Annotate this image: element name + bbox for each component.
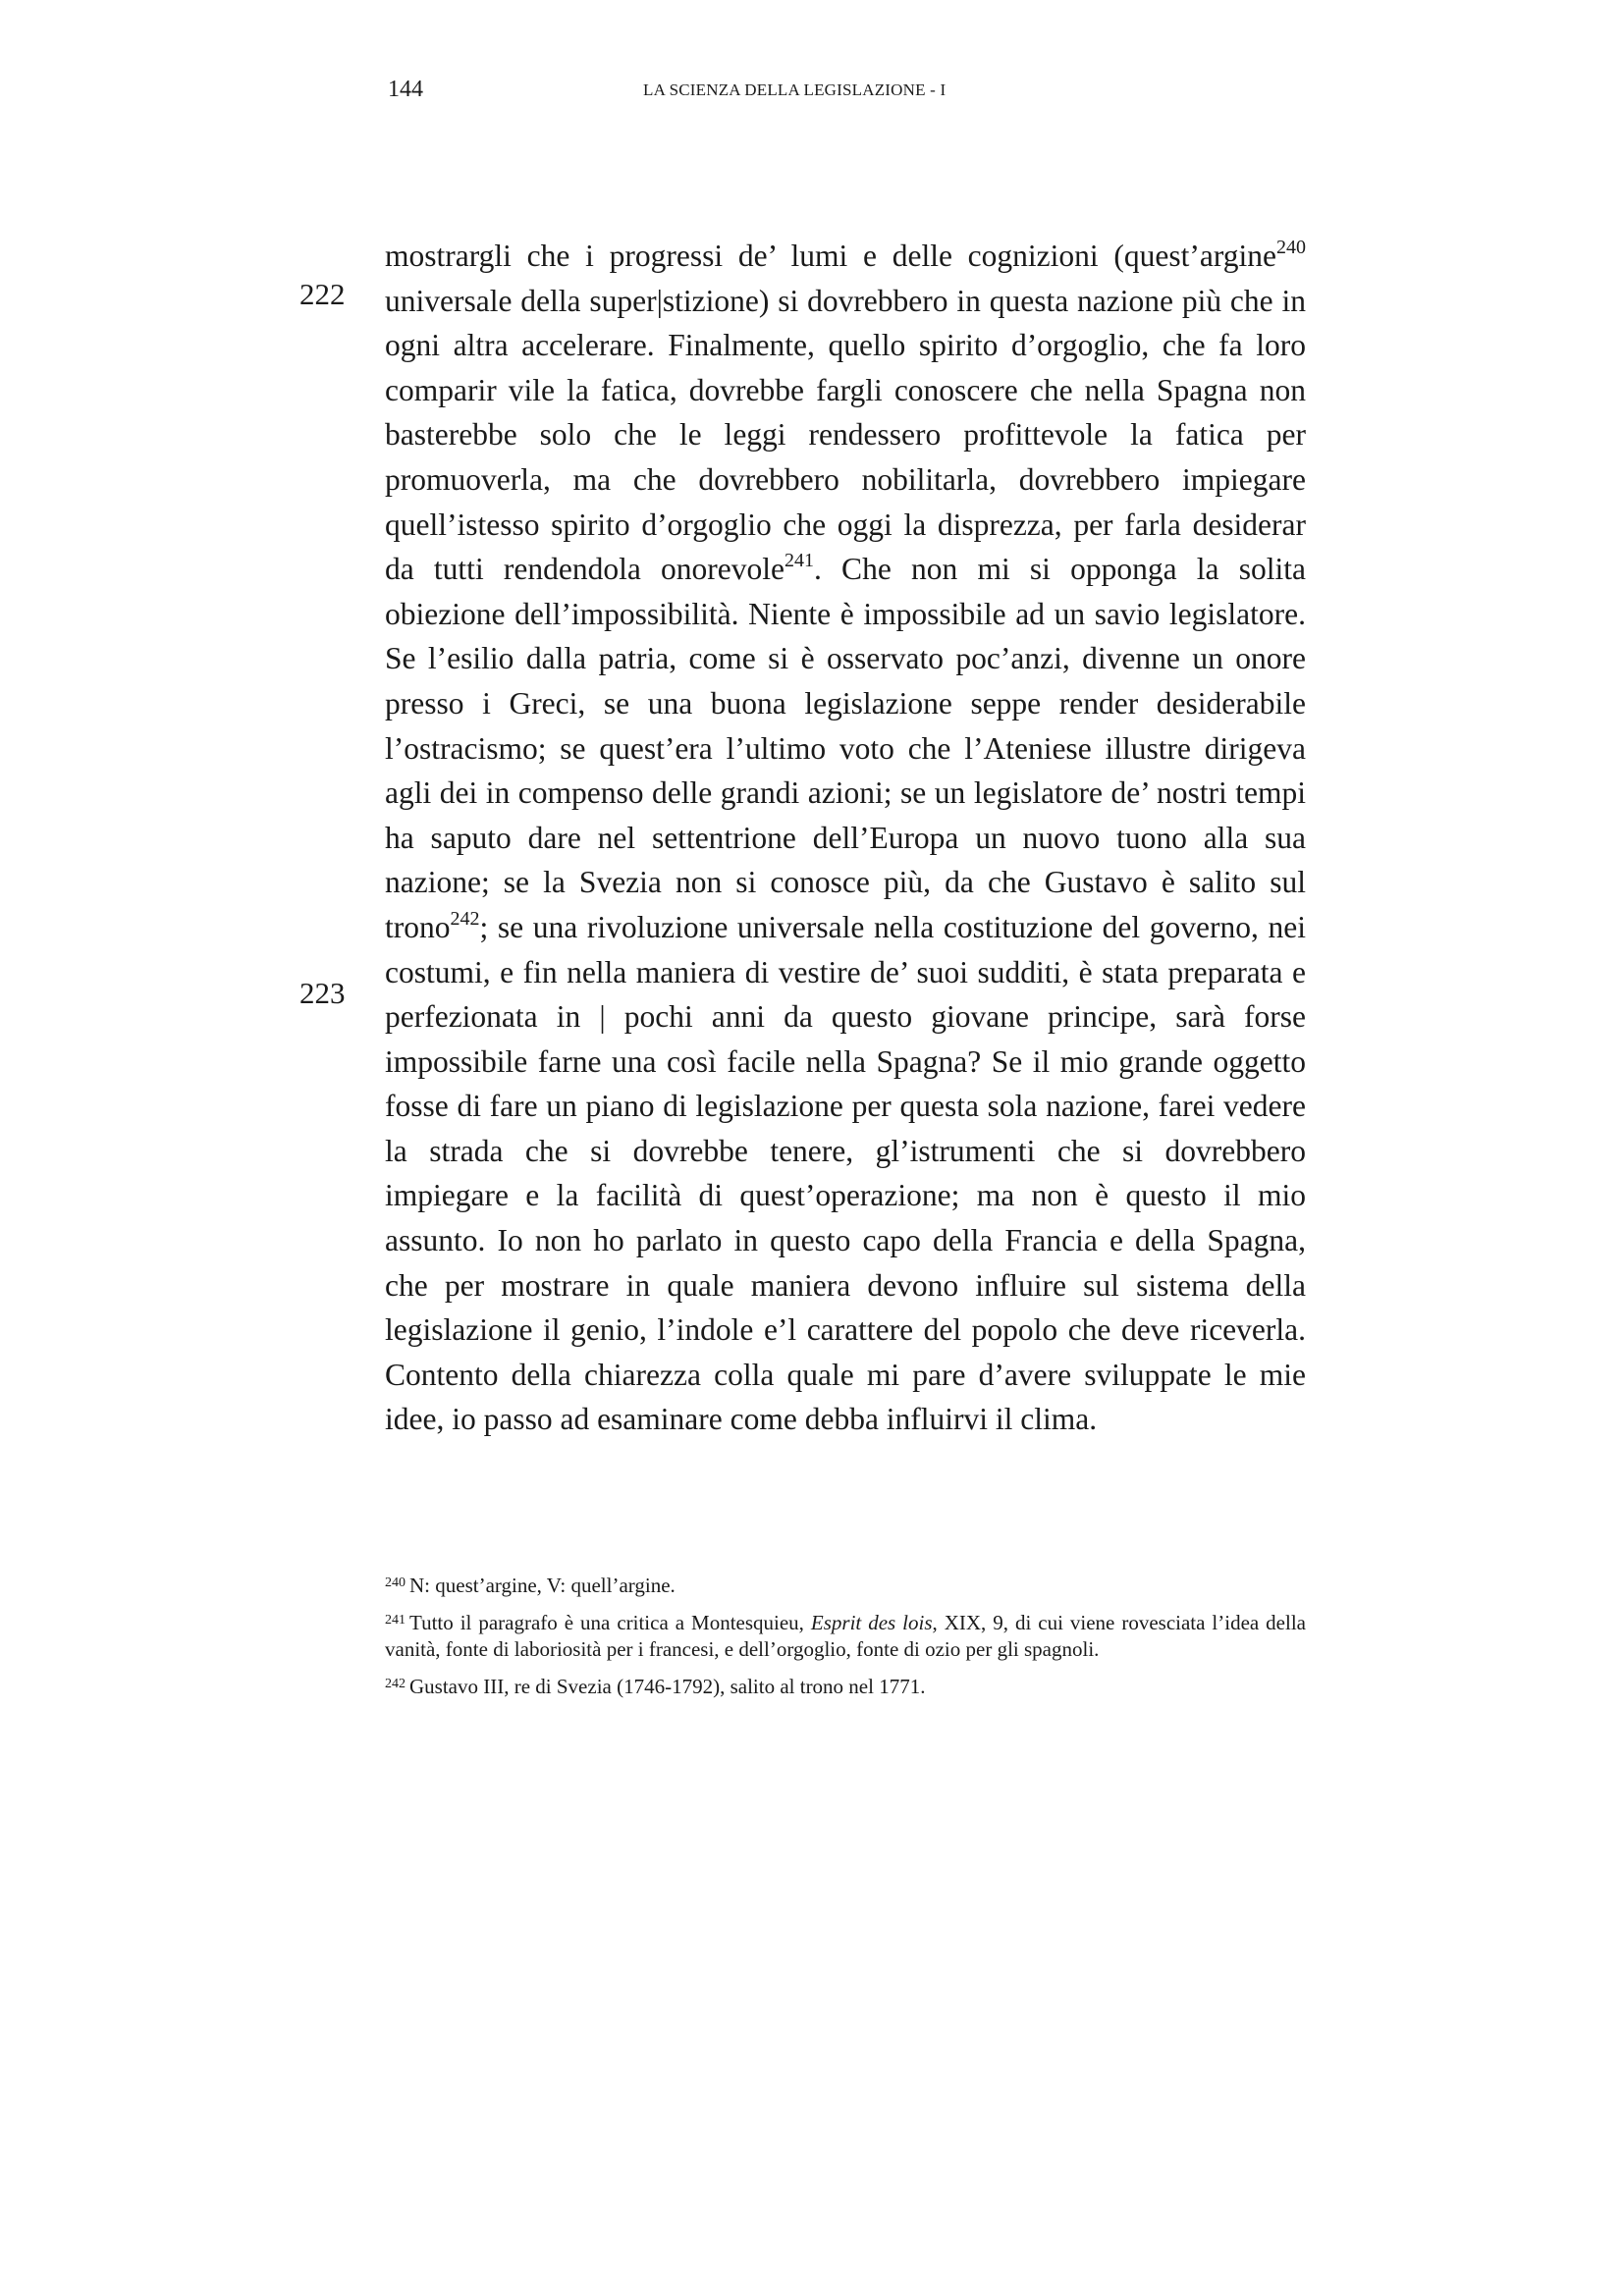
body-text [385, 234, 1306, 1442]
text-segment: ; se una rivoluzione universale nella costituzione del governo, nei costumi, e fin nella maniera di vestire de’ suoi sudditi, è stata preparata e perfezionata in | pochi anni da questo giovane principe, sarà forse impossibile farne una così facile nella Spagna? Se il mio grande oggetto fosse di fare un piano di legislazione per questa sola nazione, farei vedere la strada che si dovrebbe tenere, gl’istrumenti che si dovrebbero impiegare e la facilità di quest’operazione; ma non è questo il mio assunto. Io non ho parlato in questo capo della Francia e della Spagna, che per mostrare in quale maniera devono influire sul sistema della legislazione il genio, l’indole e’l carattere del popolo che deve riceverla. Contento della chiarezza colla quale mi pare d’avere sviluppate le mie idee, io passo ad esaminare come debba influirvi il clima. [385, 909, 1306, 1437]
footnote-number: 240 [385, 1575, 406, 1590]
text-segment: mostrargli che i progressi de’ lumi e delle cognizioni (quest’argine [385, 239, 1276, 273]
text-segment: . Che non mi si opponga la solita obiezione dell’impossibilità. Niente è impossibile ad un savio legislatore. Se l’esilio dalla patria, come si è osservato poc’anzi, divenne un onore presso i Greci, se una buona legislazione seppe render desiderabile l’ostracismo; se quest’era l’ultimo voto che l’Ateniese illustre dirigeva agli dei in compenso delle grandi azioni; se un legislatore de’ nostri tempi ha saputo dare nel settentrione dell’Europa un nuovo tuono alla sua nazione; se la Svezia non si conosce più, da che Gustavo è salito sul trono [385, 552, 1306, 944]
footnote-240 [385, 1573, 1306, 1599]
footnote-text: , XIX, 9, di cui viene rovesciata l’idea della vanità, fonte di laboriosità per i francesi, e dell’orgoglio, fonte di ozio per gli spagnoli. [385, 1611, 1306, 1661]
running-title: LA SCIENZA DELLA LEGISLAZIONE - I [643, 80, 947, 99]
margin-page-number: 223 [299, 976, 346, 1010]
footnote-text: N: quest’argine, V: quell’argine. [409, 1574, 676, 1597]
page-number: 144 [388, 77, 423, 102]
footnotes [385, 1573, 1306, 1711]
text-segment: universale della super|stizione) si dovrebbero in questa nazione più che in ogni altra accelerare. Finalmente, quello spirito d’orgoglio, che fa loro comparir vile la fatica, dovrebbe fargli conoscere che nella Spagna non basterebbe solo che le leggi rendessero profittevole la fatica per promuoverla, ma che dovrebbero nobilitarla, dovrebbero impiegare quell’istesso spirito d’orgoglio che oggi la disprezza, per farla desiderar da tutti rendendola onorevole [385, 283, 1306, 587]
footnote-number: 241 [385, 1613, 406, 1628]
main-paragraph [385, 234, 1306, 1442]
footnote-241 [385, 1610, 1306, 1663]
footnote-number: 242 [385, 1677, 406, 1691]
footnote-242 [385, 1674, 1306, 1700]
footnote-ref: 242 [450, 907, 480, 930]
footnote-italic-title: Esprit des lois [810, 1611, 933, 1634]
footnote-text: Gustavo III, re di Svezia (1746-1792), salito al trono nel 1771. [409, 1675, 926, 1698]
footnote-ref: 240 [1276, 237, 1306, 258]
margin-page-number: 222 [299, 277, 346, 311]
footnote-ref: 241 [784, 550, 814, 572]
footnote-text: Tutto il paragrafo è una critica a Montesquieu, [409, 1611, 811, 1634]
